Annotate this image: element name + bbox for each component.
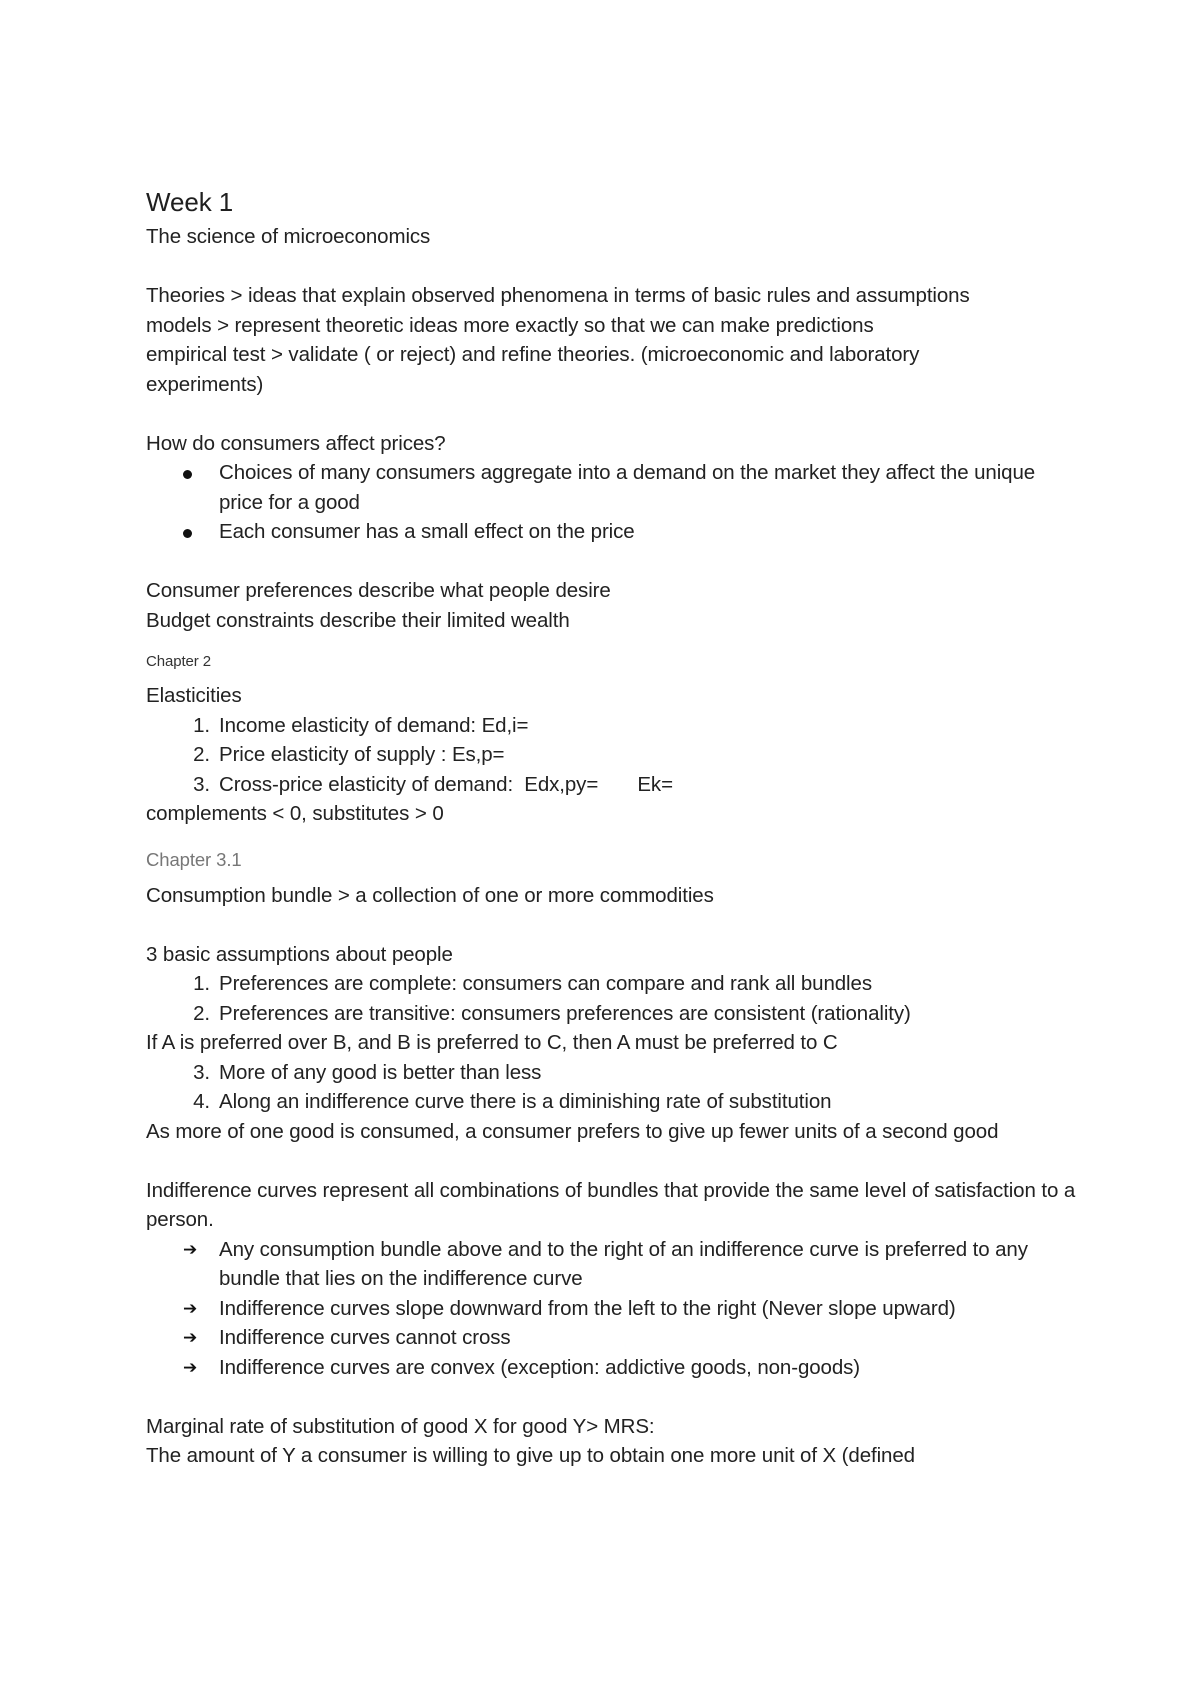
list-number: 4.: [193, 1090, 210, 1113]
list-item-text: Each consumer has a small effect on the price: [219, 520, 635, 543]
elasticities-title: Elasticities: [146, 684, 242, 707]
list-number: 1.: [193, 713, 210, 737]
theories-block: [146, 281, 1076, 399]
list-item-text: Indifference curves are convex (exception: addictive goods, non-goods): [219, 1355, 861, 1379]
list-number: 1.: [193, 972, 210, 995]
list-item-text: Any consumption bundle above and to the right of an indifference curve is preferred to any bundle that lies on the indifference curve: [219, 1237, 1028, 1290]
list-item-text: Indifference curves cannot cross: [219, 1326, 511, 1349]
list-item: [146, 711, 1076, 741]
indifference-text: Indifference curves represent all combinations of bundles that provide the same level of satisfaction to a person.: [146, 1178, 1076, 1231]
list-item: [146, 1235, 1076, 1294]
list-number: 2.: [193, 1001, 210, 1025]
list-item-text: Preferences are complete: consumers can compare and rank all bundles: [219, 972, 872, 995]
bundle-line: Consumption bundle > a collection of one or more commodities: [146, 883, 714, 907]
bullet-icon: [183, 529, 192, 538]
mrs-definition: The amount of Y a consumer is willing to give up to obtain one more unit of X (defined: [146, 1444, 915, 1467]
budget-line: Budget constraints describe their limited wealth: [146, 608, 570, 632]
elasticities-list: [146, 711, 1076, 800]
list-item: [146, 517, 1076, 547]
arrow-right-icon: ➔: [183, 1298, 198, 1318]
chapter-2-heading: Chapter 2: [146, 653, 211, 670]
chapter-3-1-heading: Chapter 3.1: [146, 848, 242, 870]
list-item-text: Along an indifference curve there is a diminishing rate of substitution: [219, 1090, 832, 1113]
preferences-line: Consumer preferences describe what people desire: [146, 579, 611, 602]
transitive-note: If A is preferred over B, and B is preferred to C, then A must be preferred to C: [146, 1031, 838, 1054]
list-item: [146, 740, 1076, 770]
consumers-question: How do consumers affect prices?: [146, 431, 446, 455]
list-item-text: Indifference curves slope downward from the left to the right (Never slope upward): [219, 1296, 956, 1320]
list-number: 3.: [193, 1060, 210, 1084]
complements-note: complements < 0, substitutes > 0: [146, 802, 444, 825]
arrow-right-icon: ➔: [183, 1357, 198, 1377]
indifference-points-list: [146, 1235, 1076, 1383]
empirical-line: empirical test > validate ( or reject) and refine theories. (microeconomic and laboratory: [146, 343, 920, 366]
mrs-line: Marginal rate of substitution of good X for good Y> MRS:: [146, 1414, 655, 1438]
subtitle: The science of microeconomics: [146, 225, 431, 248]
document-page: [146, 184, 1076, 1471]
list-item: [146, 1294, 1076, 1324]
list-item: [146, 458, 1076, 517]
assumptions-list-a: [146, 969, 1076, 1028]
list-item: [146, 1323, 1076, 1353]
list-item-text: Preferences are transitive: consumers preferences are consistent (rationality): [219, 1001, 911, 1025]
list-item-text: Price elasticity of supply : Es,p=: [219, 743, 505, 766]
diminishing-note: As more of one good is consumed, a consumer prefers to give up fewer units of a second good: [146, 1119, 999, 1143]
list-item-text: Choices of many consumers aggregate into a demand on the market they affect the unique price for a good: [219, 461, 1036, 514]
assumptions-list-b: [146, 1058, 1076, 1117]
bullet-icon: [183, 470, 192, 479]
consumers-bullet-list: [146, 458, 1076, 547]
list-item-text: More of any good is better than less: [219, 1060, 542, 1084]
list-item: [146, 770, 1076, 800]
list-item: [146, 1353, 1076, 1383]
list-number: 2.: [193, 743, 210, 766]
arrow-right-icon: ➔: [183, 1239, 198, 1259]
experiments-line: experiments): [146, 372, 264, 396]
arrow-right-icon: ➔: [183, 1328, 198, 1347]
theories-line: Theories > ideas that explain observed phenomena in terms of basic rules and assumptions: [146, 284, 970, 307]
assumptions-title: 3 basic assumptions about people: [146, 942, 453, 966]
list-item-text: Income elasticity of demand: Ed,i=: [219, 713, 529, 737]
models-line: models > represent theoretic ideas more exactly so that we can make predictions: [146, 313, 874, 337]
list-item: [146, 1058, 1076, 1088]
list-item: [146, 1087, 1076, 1117]
list-item-text: Cross-price elasticity of demand: Edx,py= Ek=: [219, 772, 673, 796]
list-number: 3.: [193, 772, 210, 796]
list-item: [146, 999, 1076, 1029]
list-item: [146, 969, 1076, 999]
week-title: Week 1: [146, 187, 234, 217]
